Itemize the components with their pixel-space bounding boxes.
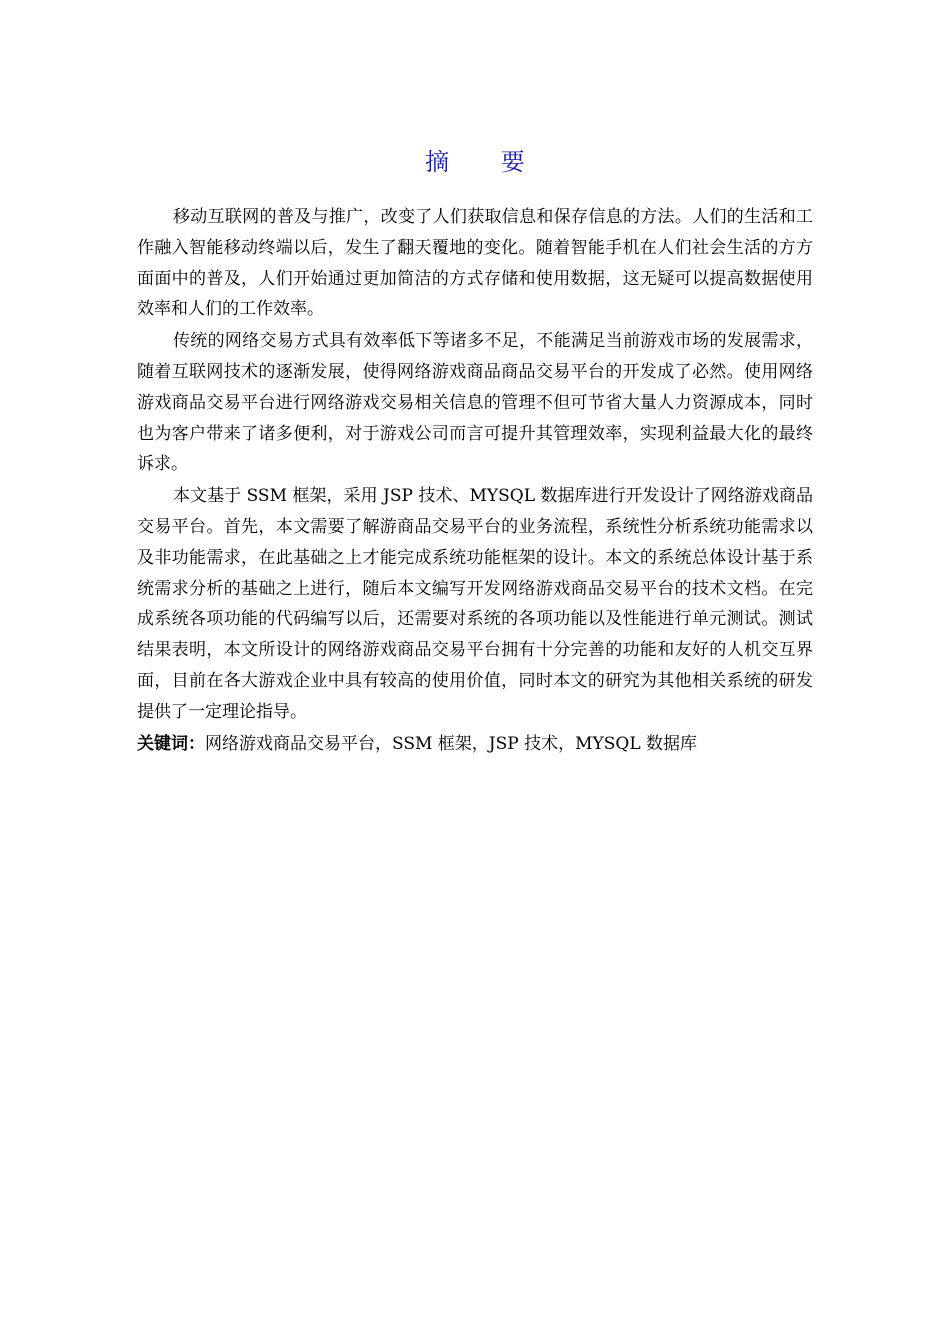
abstract-paragraph-1: 移动互联网的普及与推广，改变了人们获取信息和保存信息的方法。人们的生活和工作融入智能移动终端以后，发生了翻天覆地的变化。随着智能手机在人们社会生活的方方面面中的普及，人们开始通过更加简洁的方式存储和使用数据，这无疑可以提高数据使用效率和人们的工作效率。	[137, 207, 813, 320]
keywords-text: 网络游戏商品交易平台，SSM 框架，JSP 技术，MYSQL 数据库	[205, 733, 698, 754]
keywords-label: 关键词：	[137, 733, 205, 754]
abstract-title: 摘 要	[425, 148, 547, 176]
abstract-paragraph-2: 传统的网络交易方式具有效率低下等诸多不足，不能满足当前游戏市场的发展需求，随着互联网技术的逐渐发展，使得网络游戏商品商品交易平台的开发成了必然。使用网络游戏商品交易平台进行网络游戏交易相关信息的管理不但可节省大量人力资源成本，同时也为客户带来了诸多便利，对于游戏公司而言可提升其管理效率，实现利益最大化的最终诉求。	[137, 331, 813, 475]
abstract-body	[137, 202, 813, 759]
keywords-line	[137, 729, 813, 760]
abstract-paragraph-3: 本文基于 SSM 框架，采用 JSP 技术、MYSQL 数据库进行开发设计了网络游戏商品交易平台。首先，本文需要了解游商品交易平台的业务流程，系统性分析系统功能需求以及非功能需求，在此基础之上才能完成系统功能框架的设计。本文的系统总体设计基于系统需求分析的基础之上进行，随后本文编写开发网络游戏商品交易平台的技术文档。在完成系统各项功能的代码编写以后，还需要对系统的各项功能以及性能进行单元测试。测试结果表明，本文所设计的网络游戏商品交易平台拥有十分完善的功能和友好的人机交互界面，目前在各大游戏企业中具有较高的使用价值，同时本文的研究为其他相关系统的研发提供了一定理论指导。	[137, 486, 813, 722]
